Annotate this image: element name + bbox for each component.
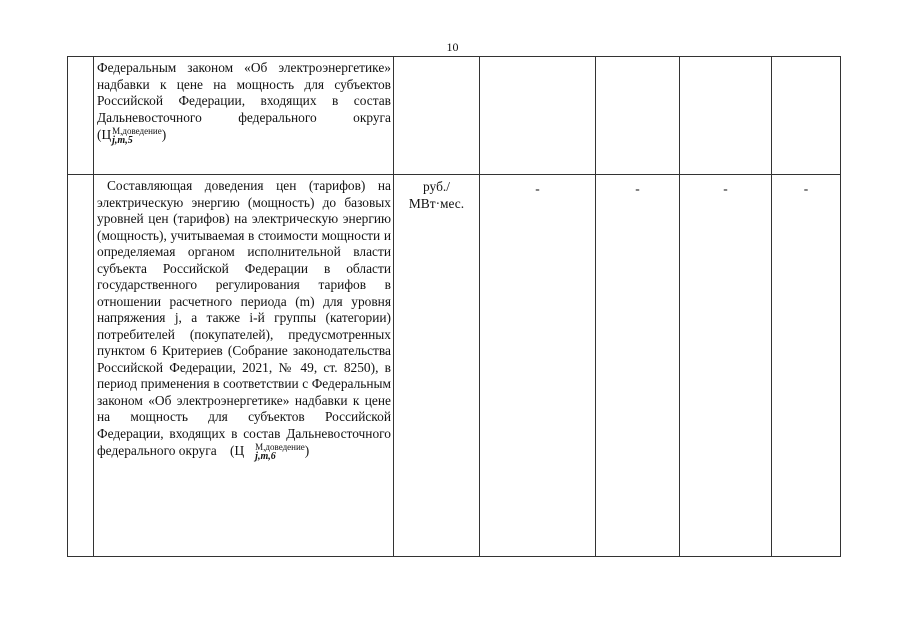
value-cell (596, 175, 680, 557)
value: - (803, 181, 809, 196)
row-number-cell (68, 175, 94, 557)
value (680, 57, 771, 63)
value-cell (480, 175, 596, 557)
page-number: 10 (446, 40, 459, 54)
formula-superscript: М,доведение (112, 126, 162, 136)
tariff-table (67, 56, 841, 557)
row-number-cell (68, 57, 94, 175)
formula-subscript: j,m,5 (112, 135, 133, 146)
value-cell (680, 57, 772, 175)
formula-subscript: j,m,6 (255, 451, 276, 462)
unit-value (394, 57, 479, 61)
value-cell (772, 175, 841, 557)
row-description: Составляющая доведения цен (тарифов) на электрическую энергию (мощность) до базовых уровней цен (тарифов) на электрическую энергию (мощность), учитываемая в стоимости мощности и определяемая органом исполнительной власти субъекта Российской Федерации в области государственного регулирования тарифов в отношении расчетного периода (m) для уровня напряжения j, а также i-й группы (категории) потребителей (покупателей), предусмотренных пунктом 6 Критериев (Собрание законодательства Российской Федерации, 2021, № 49, ст. 8250), в период применения в соответствии с Федеральным законом «Об электроэнергетике» надбавки к цене на мощность для субъектов Российской Федерации, входящих в состав Дальневосточного федерального округа (97, 178, 391, 459)
value: - (723, 181, 728, 196)
unit-value: руб./ МВт·мес. (408, 179, 465, 211)
formula-close: ) (161, 127, 167, 143)
value (772, 57, 840, 63)
formula-symbol: (Ц (230, 443, 245, 459)
table-row (68, 175, 841, 557)
table-row (68, 57, 841, 175)
value: - (535, 181, 540, 196)
value-cell (772, 57, 841, 175)
unit-cell (394, 175, 480, 557)
formula (220, 442, 309, 462)
value: - (635, 181, 640, 196)
value-cell (596, 57, 680, 175)
value (480, 57, 595, 63)
formula (97, 126, 166, 146)
unit-cell (394, 57, 480, 175)
row-description: Федеральным законом «Об электроэнергетике» надбавки к цене на мощность для субъектов Российской Федерации, входящих в состав Дальневосточного федерального округа (97, 60, 391, 125)
formula-superscript: М,доведение (255, 442, 305, 452)
value (596, 57, 679, 63)
value-cell (680, 175, 772, 557)
description-cell (94, 175, 394, 557)
formula-symbol: (Ц (97, 127, 112, 143)
description-cell (94, 57, 394, 175)
formula-close: ) (304, 443, 310, 459)
value-cell (480, 57, 596, 175)
